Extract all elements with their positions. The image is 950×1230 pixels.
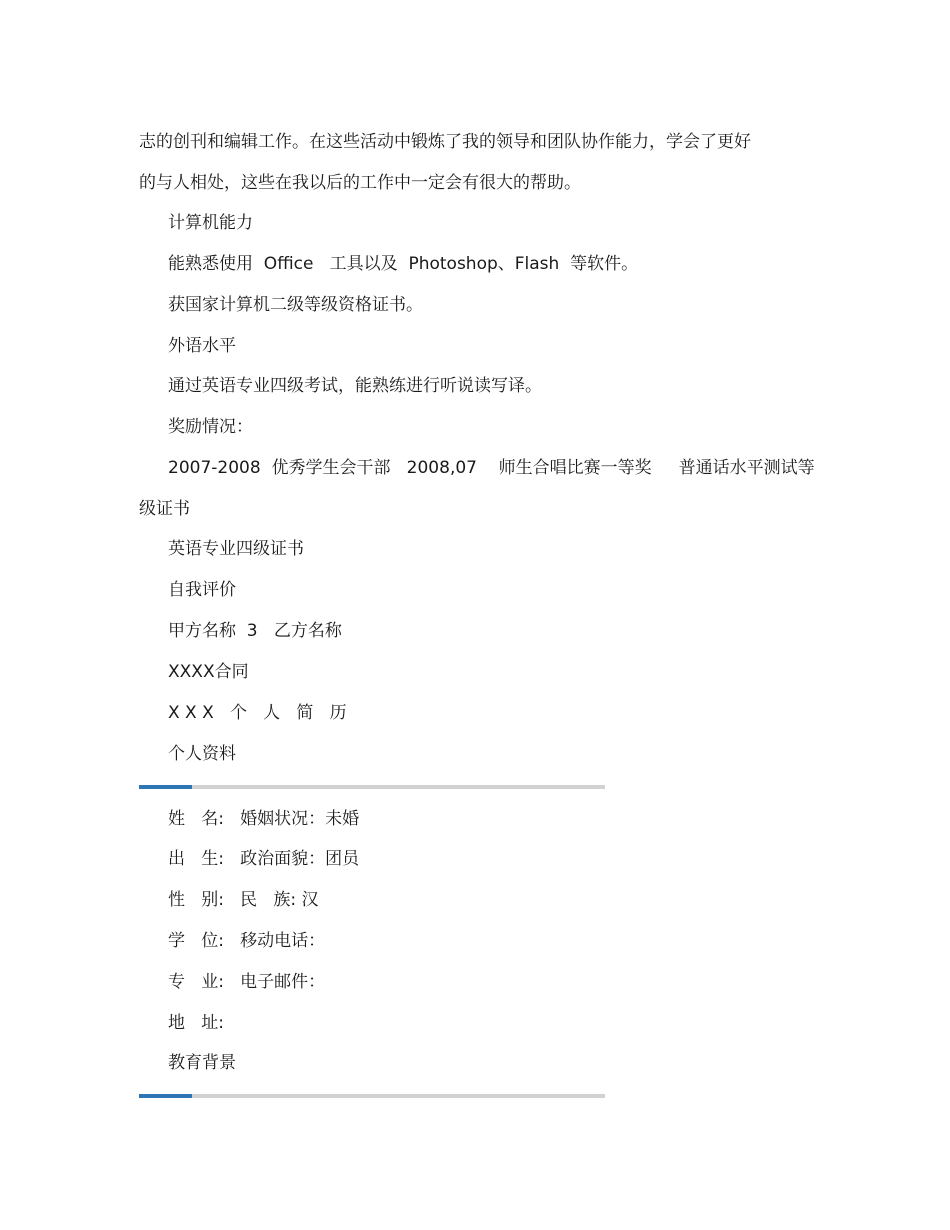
- education-heading: 教育背景: [168, 1053, 236, 1073]
- contract-title: XXXX合同: [168, 662, 249, 682]
- intro-line-1: 志的创刊和编辑工作。在这些活动中锻炼了我的领导和团队协作能力，学会了更好: [139, 132, 751, 152]
- personal-info-heading: 个人资料: [168, 744, 236, 764]
- field-address: 地 址:: [168, 1013, 224, 1033]
- contract-parties: 甲方名称 3 乙方名称: [168, 621, 342, 641]
- computer-heading: 计算机能力: [168, 213, 253, 233]
- field-degree-phone: 学 位: 移动电话：: [168, 931, 326, 951]
- intro-line-2: 的与人相处，这些在我以后的工作中一定会有很大的帮助。: [139, 173, 581, 193]
- awards-line-3: 英语专业四级证书: [168, 539, 304, 559]
- awards-line-1: 2007-2008 优秀学生会干部 2008,07 师生合唱比赛一等奖 普通话水平测试等: [168, 458, 815, 478]
- computer-skills: 能熟悉使用 Office 工具以及 Photoshop、Flash 等软件。: [168, 254, 639, 274]
- field-gender-ethnicity: 性 别: 民 族: 汉: [168, 890, 319, 910]
- divider-accent: [139, 785, 192, 789]
- section-divider-personal: [139, 785, 605, 789]
- section-divider-education: [139, 1094, 605, 1098]
- language-detail: 通过英语专业四级考试，能熟练进行听说读写译。: [168, 376, 542, 396]
- computer-certificate: 获国家计算机二级等级资格证书。: [168, 295, 423, 315]
- field-major-email: 专 业: 电子邮件：: [168, 972, 326, 992]
- self-evaluation-heading: 自我评价: [168, 580, 236, 600]
- field-birth-political: 出 生: 政治面貌：团员: [168, 849, 360, 869]
- field-name-marital: 姓 名: 婚姻状况：未婚: [168, 809, 360, 829]
- awards-line-2: 级证书: [139, 499, 190, 519]
- resume-title: X X X 个 人 简 历: [168, 703, 347, 723]
- awards-heading: 奖励情况：: [168, 417, 253, 437]
- language-heading: 外语水平: [168, 336, 236, 356]
- divider-accent: [139, 1094, 192, 1098]
